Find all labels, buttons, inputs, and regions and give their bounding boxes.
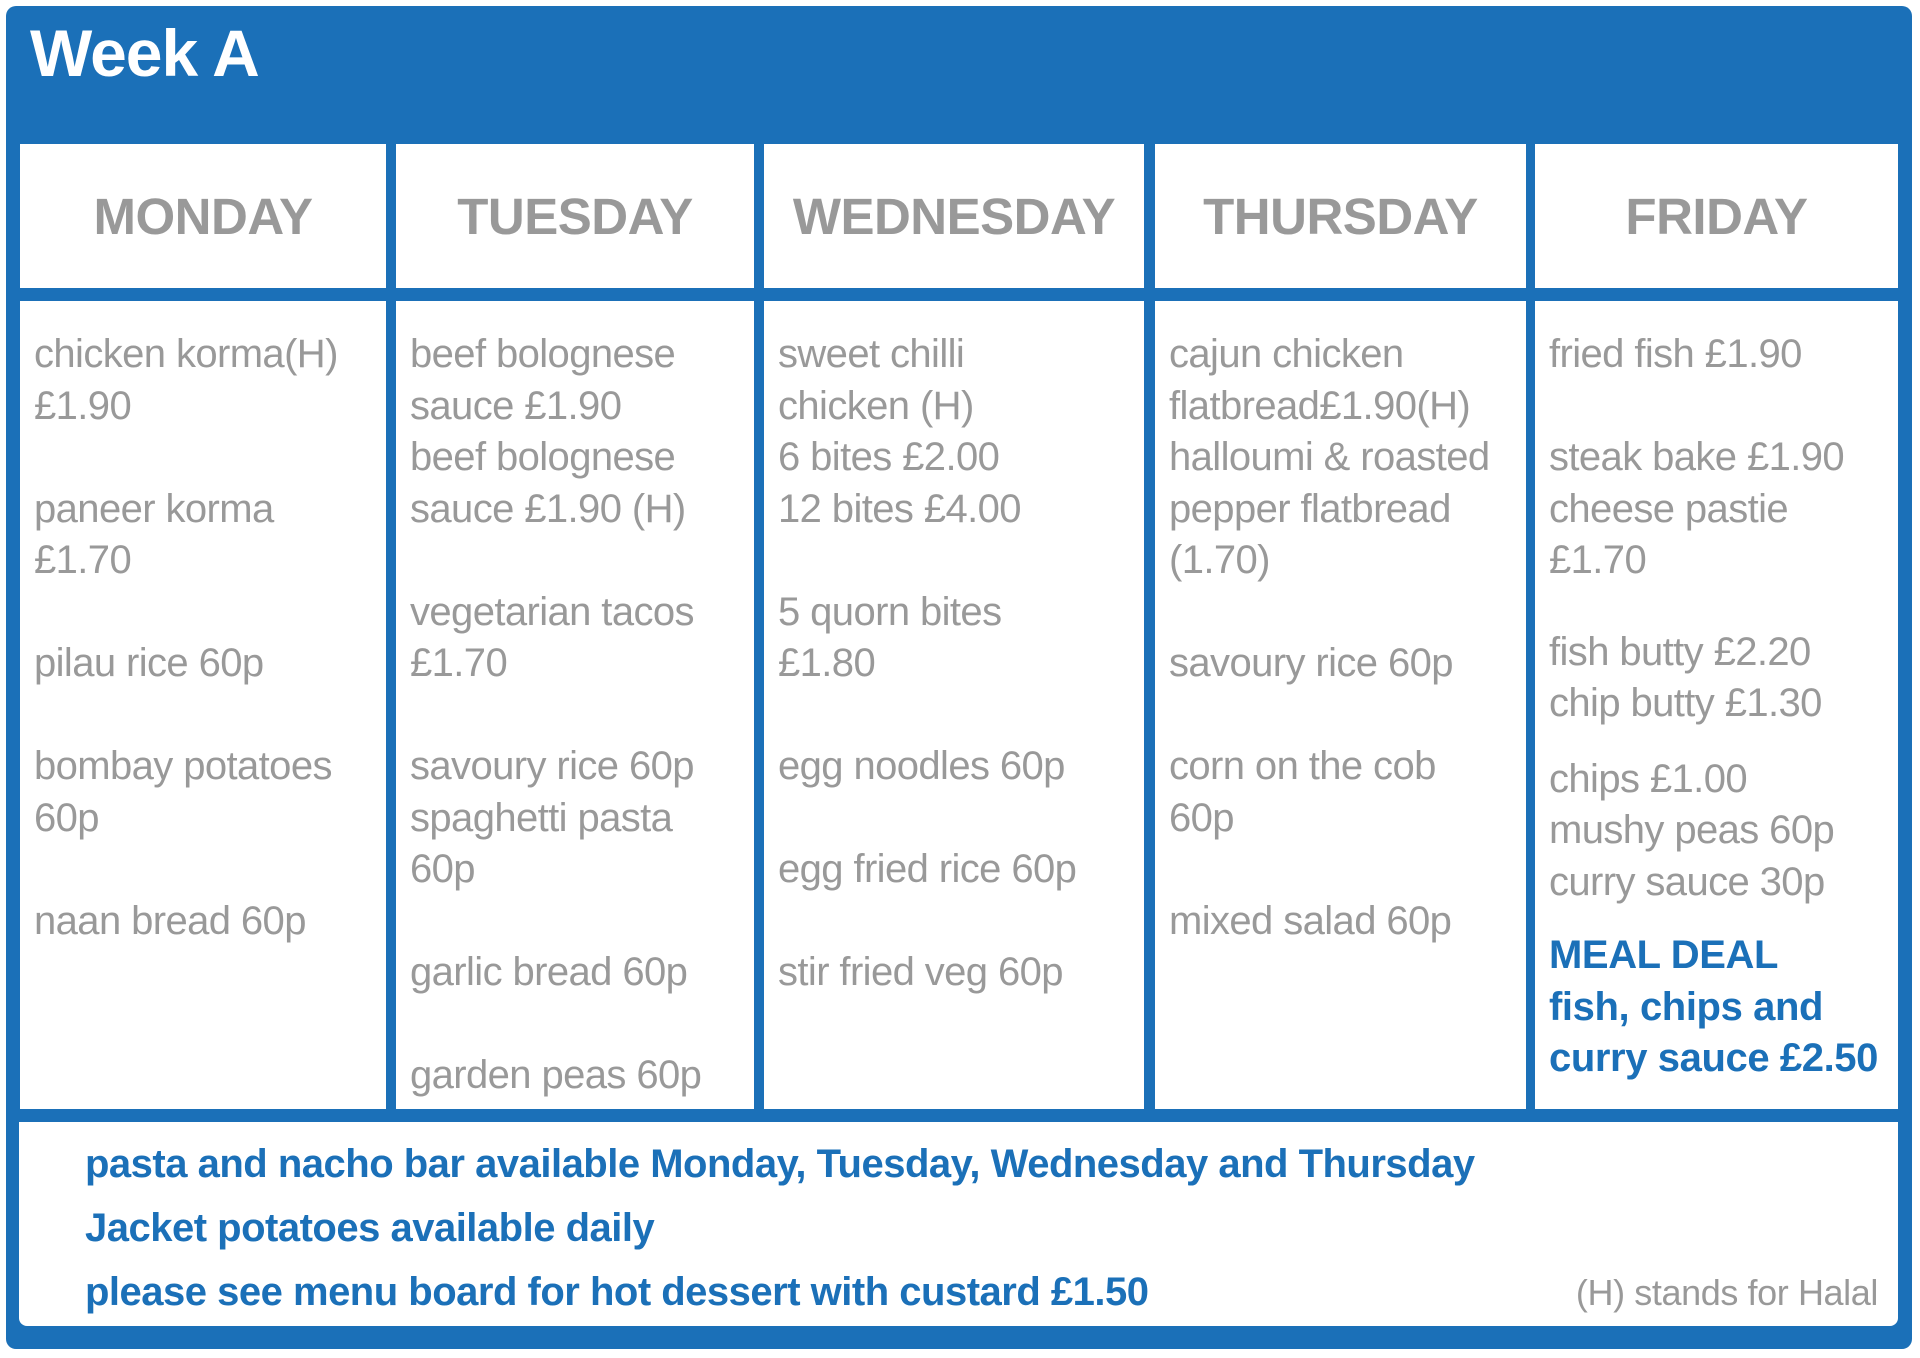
day-header-tuesday: TUESDAY bbox=[396, 144, 754, 288]
spacer bbox=[410, 690, 744, 742]
menu-item: curry sauce 30p bbox=[1549, 859, 1825, 904]
menu-item: £1.70 bbox=[34, 538, 132, 582]
day-column-thursday bbox=[1155, 301, 1526, 1109]
menu-item: pilau rice 60p bbox=[34, 641, 264, 685]
menu-item: fish butty £2.20 bbox=[1549, 629, 1811, 674]
menu-item: spaghetti pasta bbox=[410, 795, 673, 840]
menu-item: 12 bites £4.00 bbox=[778, 486, 1021, 531]
page-title: Week A bbox=[30, 16, 259, 90]
day-column-friday bbox=[1535, 301, 1898, 1109]
menu-item: flatbread£1.90(H) bbox=[1169, 383, 1471, 428]
spacer bbox=[1549, 587, 1888, 627]
menu-item: mushy peas 60p bbox=[1549, 808, 1835, 852]
menu-item: naan bread 60p bbox=[34, 898, 306, 943]
menu-item: mixed salad 60p bbox=[1169, 898, 1452, 943]
spacer bbox=[1549, 381, 1888, 433]
spacer bbox=[1549, 908, 1888, 930]
menu-item: 60p bbox=[1169, 795, 1234, 840]
menu-item: £1.90 bbox=[34, 383, 132, 428]
menu-item: chip butty £1.30 bbox=[1549, 681, 1822, 725]
meal-deal-line: curry sauce £2.50 bbox=[1549, 1036, 1879, 1080]
day-header-monday: MONDAY bbox=[20, 144, 386, 288]
menu-item: garlic bread 60p bbox=[410, 950, 688, 994]
spacer bbox=[34, 587, 376, 639]
menu-item: halloumi & roasted bbox=[1169, 435, 1490, 479]
spacer bbox=[1169, 587, 1516, 639]
menu-item: cheese pastie bbox=[1549, 486, 1789, 531]
meal-deal-line: fish, chips and bbox=[1549, 984, 1824, 1029]
menu-item: vegetarian tacos bbox=[410, 589, 694, 634]
spacer bbox=[778, 690, 1134, 742]
menu-item: £1.80 bbox=[778, 641, 876, 685]
menu-item: fried fish £1.90 bbox=[1549, 332, 1802, 376]
spacer bbox=[34, 844, 376, 896]
halal-legend: (H) stands for Halal bbox=[1575, 1272, 1878, 1313]
spacer bbox=[34, 690, 376, 742]
menu-item: chicken korma(H) bbox=[34, 332, 338, 376]
note-pasta-nacho-bar: pasta and nacho bar available Monday, Tuesday, Wednesday and Thursday bbox=[85, 1142, 1475, 1186]
menu-item: (1.70) bbox=[1169, 538, 1270, 582]
spacer bbox=[1169, 690, 1516, 742]
day-column-wednesday bbox=[764, 301, 1144, 1109]
menu-item: corn on the cob bbox=[1169, 744, 1436, 788]
menu-item: garden peas 60p bbox=[410, 1053, 702, 1097]
menu-item: egg noodles 60p bbox=[778, 744, 1065, 788]
menu-item: steak bake £1.90 bbox=[1549, 435, 1845, 479]
day-column-tuesday bbox=[396, 301, 754, 1109]
menu-item: 5 quorn bites bbox=[778, 589, 1002, 634]
menu-item: pepper flatbread bbox=[1169, 486, 1451, 531]
menu-item: cajun chicken bbox=[1169, 332, 1404, 376]
menu-item: savoury rice 60p bbox=[410, 744, 694, 788]
menu-item: £1.70 bbox=[410, 641, 508, 685]
spacer bbox=[778, 535, 1134, 587]
day-column-monday bbox=[20, 301, 386, 1109]
menu-item: sweet chilli bbox=[778, 332, 965, 376]
spacer bbox=[410, 999, 744, 1051]
spacer bbox=[410, 896, 744, 948]
spacer bbox=[778, 793, 1134, 845]
menu-item: 6 bites £2.00 bbox=[778, 435, 1000, 479]
menu-item: beef bolognese bbox=[410, 332, 676, 376]
meal-deal-line: MEAL DEAL bbox=[1549, 933, 1778, 977]
menu-item: savoury rice 60p bbox=[1169, 641, 1453, 685]
spacer bbox=[778, 896, 1134, 948]
menu-item: chips £1.00 bbox=[1549, 756, 1747, 801]
spacer bbox=[34, 432, 376, 484]
day-header-wednesday: WEDNESDAY bbox=[764, 144, 1144, 288]
menu-item: beef bolognese bbox=[410, 435, 676, 479]
note-jacket-potatoes: Jacket potatoes available daily bbox=[85, 1206, 655, 1250]
day-header-friday: FRIDAY bbox=[1535, 144, 1898, 288]
menu-item: sauce £1.90 (H) bbox=[410, 486, 686, 531]
menu-item: stir fried veg 60p bbox=[778, 950, 1063, 994]
menu-item: 60p bbox=[410, 847, 475, 891]
spacer bbox=[1549, 730, 1888, 754]
menu-item: chicken (H) bbox=[778, 383, 974, 428]
menu-item: paneer korma bbox=[34, 486, 274, 531]
menu-item: sauce £1.90 bbox=[410, 383, 622, 428]
menu-item: egg fried rice 60p bbox=[778, 847, 1077, 891]
note-hot-dessert: please see menu board for hot dessert with custard £1.50 bbox=[85, 1270, 1149, 1314]
spacer bbox=[410, 535, 744, 587]
day-header-thursday: THURSDAY bbox=[1155, 144, 1526, 288]
menu-item: 60p bbox=[34, 795, 99, 840]
spacer bbox=[1169, 844, 1516, 896]
menu-item: bombay potatoes bbox=[34, 744, 332, 788]
footer-notes bbox=[19, 1122, 1898, 1326]
menu-item: £1.70 bbox=[1549, 538, 1647, 582]
